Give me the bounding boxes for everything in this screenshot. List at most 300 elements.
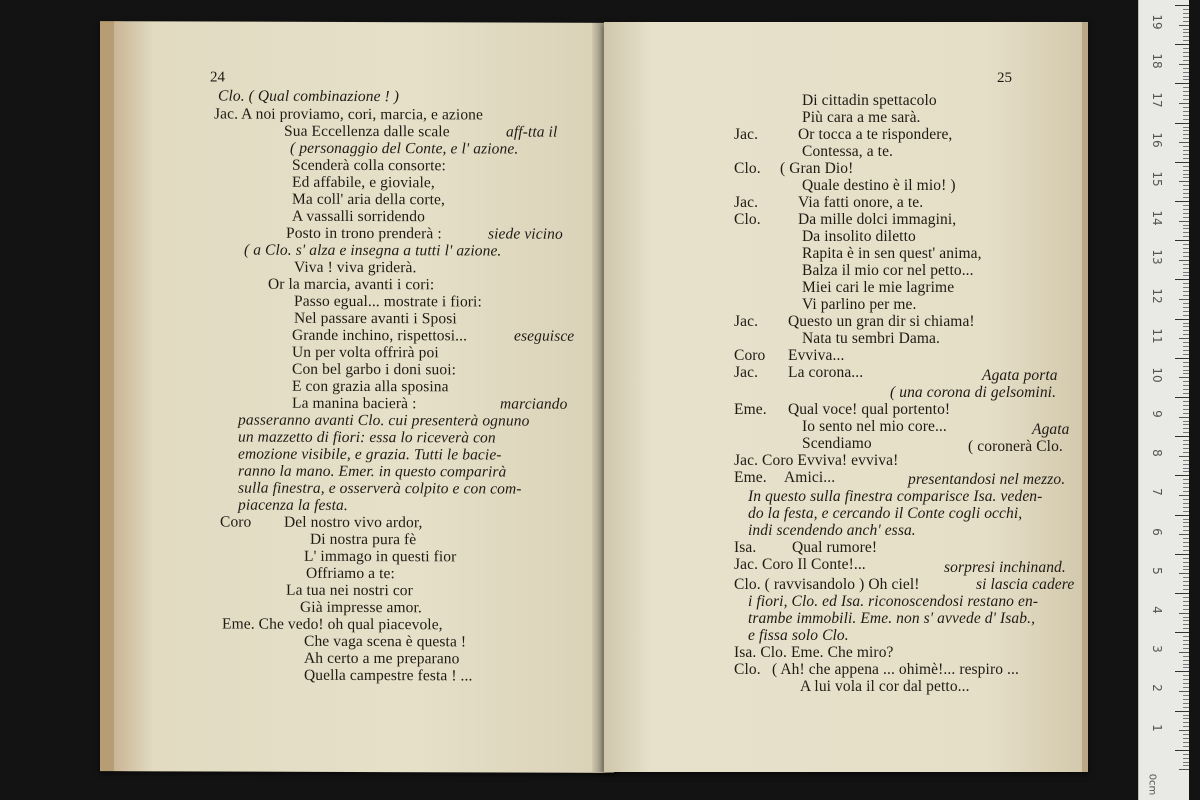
ruler-tick xyxy=(1183,715,1189,716)
ruler-label: 3 xyxy=(1150,645,1164,653)
ruler-tick xyxy=(1183,526,1189,527)
ruler-tick xyxy=(1183,754,1189,755)
text-line: Agata porta xyxy=(982,367,1058,384)
ruler-tick xyxy=(1183,111,1189,112)
text-line: un mazzetto di fiori: essa lo riceverà con xyxy=(238,428,496,447)
ruler-tick xyxy=(1183,401,1189,402)
ruler-tick xyxy=(1183,315,1189,316)
text-line: Eme. xyxy=(734,401,767,418)
text-line: aff-tta il xyxy=(506,123,558,141)
text-line: Isa. Clo. Eme. Che miro? xyxy=(734,644,894,661)
ruler-label: 15 xyxy=(1150,171,1164,187)
ruler-tick xyxy=(1183,566,1189,567)
ruler-tick xyxy=(1183,76,1189,77)
ruler-label: 13 xyxy=(1150,249,1164,265)
ruler-tick xyxy=(1183,605,1189,606)
ruler-tick xyxy=(1183,542,1189,543)
ruler-tick xyxy=(1183,283,1189,284)
ruler-tick xyxy=(1183,21,1189,22)
ruler-tick xyxy=(1175,593,1189,594)
ruler-tick xyxy=(1183,722,1189,723)
text-line: presentandosi nel mezzo. xyxy=(908,471,1066,488)
ruler-tick xyxy=(1183,256,1189,257)
ruler-tick xyxy=(1183,107,1189,108)
text-line: Rapita è in sen quest' anima, xyxy=(802,245,982,262)
ruler-tick xyxy=(1183,350,1189,351)
ruler-tick xyxy=(1175,671,1189,672)
ruler-tick xyxy=(1183,589,1189,590)
text-line: trambe immobili. Eme. non s' avvede d' Isab., xyxy=(748,610,1036,627)
text-line: ( personaggio del Conte, e l' azione. xyxy=(290,139,519,158)
text-line: Viva ! viva griderà. xyxy=(294,258,417,277)
ruler-tick xyxy=(1183,17,1189,18)
ruler-tick xyxy=(1183,295,1189,296)
text-line: Quale destino è il mio! ) xyxy=(802,177,956,194)
text-line: Agata xyxy=(1032,421,1070,438)
ruler-label: 8 xyxy=(1150,449,1164,457)
text-line: Da mille dolci immagini, xyxy=(798,211,957,228)
text-line: Io sento nel mio core... xyxy=(802,418,947,435)
ruler-tick xyxy=(1183,483,1189,484)
ruler-tick xyxy=(1175,162,1189,163)
ruler-tick xyxy=(1183,762,1189,763)
ruler-tick xyxy=(1183,707,1189,708)
ruler-tick xyxy=(1183,115,1189,116)
ruler-tick xyxy=(1179,691,1189,692)
text-line: Clo. xyxy=(734,661,761,678)
text-line: Grande inchino, rispettosi... xyxy=(292,326,468,345)
ruler-tick xyxy=(1179,142,1189,143)
ruler-tick xyxy=(1175,5,1189,6)
ruler-tick xyxy=(1183,373,1189,374)
ruler-tick xyxy=(1183,550,1189,551)
text-line: Questo un gran dir si chiama! xyxy=(788,313,975,330)
text-line: passeranno avanti Clo. cui presenterà ognuno xyxy=(238,411,530,430)
ruler-tick xyxy=(1183,562,1189,563)
ruler-tick xyxy=(1183,405,1189,406)
ruler-tick xyxy=(1183,487,1189,488)
ruler-tick xyxy=(1183,209,1189,210)
ruler-tick xyxy=(1183,585,1189,586)
ruler-tick xyxy=(1175,554,1189,555)
ruler-tick xyxy=(1183,174,1189,175)
text-line: ( a Clo. s' alza e insegna a tutti l' azione. xyxy=(244,241,502,260)
ruler-tick xyxy=(1183,130,1189,131)
ruler-tick xyxy=(1183,464,1189,465)
ruler-tick xyxy=(1183,597,1189,598)
text-line: Or la marcia, avanti i cori: xyxy=(268,275,435,294)
ruler-label: 9 xyxy=(1150,410,1164,418)
ruler-label: 5 xyxy=(1150,566,1164,575)
ruler-tick xyxy=(1183,40,1189,41)
ruler-tick xyxy=(1183,409,1189,410)
ruler-tick xyxy=(1183,577,1189,578)
text-line: ( coronerà Clo. xyxy=(968,438,1063,455)
ruler-tick xyxy=(1175,750,1189,751)
ruler-tick xyxy=(1183,248,1189,249)
text-line: Via fatti onore, a te. xyxy=(798,194,924,211)
text-line: Jac. Coro Evviva! evviva! xyxy=(734,452,899,469)
ruler-tick xyxy=(1183,29,1189,30)
ruler-tick xyxy=(1183,393,1189,394)
ruler-tick xyxy=(1183,460,1189,461)
ruler-tick xyxy=(1183,119,1189,120)
ruler-tick xyxy=(1183,471,1189,472)
ruler-tick xyxy=(1183,601,1189,602)
ruler-tick xyxy=(1183,546,1189,547)
ruler-tick xyxy=(1183,679,1189,680)
ruler-tick xyxy=(1183,695,1189,696)
ruler-tick xyxy=(1183,154,1189,155)
ruler-tick xyxy=(1183,60,1189,61)
ruler-label: 10 xyxy=(1150,367,1164,383)
text-line: La tua nei nostri cor xyxy=(286,581,413,600)
text-line: Del nostro vivo ardor, xyxy=(284,513,423,532)
ruler-tick xyxy=(1183,718,1189,719)
ruler-label: 12 xyxy=(1150,288,1164,305)
text-line: Jac. xyxy=(734,364,759,381)
ruler-tick xyxy=(1175,358,1189,359)
measuring-ruler xyxy=(1138,0,1189,800)
text-line: siede vicino xyxy=(488,225,563,243)
ruler-tick xyxy=(1175,475,1189,476)
ruler-tick xyxy=(1183,205,1189,206)
text-line: si lascia cadere xyxy=(976,576,1075,593)
ruler-tick xyxy=(1175,240,1189,241)
ruler-tick xyxy=(1183,620,1189,621)
ruler-tick xyxy=(1183,746,1189,747)
ruler-tick xyxy=(1179,260,1189,261)
text-line: Amici... xyxy=(784,469,836,486)
ruler-tick xyxy=(1179,377,1189,378)
ruler-tick xyxy=(1183,170,1189,171)
ruler-tick xyxy=(1183,307,1189,308)
ruler-tick xyxy=(1183,138,1189,139)
ruler-tick xyxy=(1183,381,1189,382)
ruler-tick xyxy=(1179,417,1189,418)
ruler-tick xyxy=(1183,468,1189,469)
ruler-tick xyxy=(1179,221,1189,222)
text-line: La corona... xyxy=(788,364,864,381)
ruler-label: 17 xyxy=(1150,92,1164,109)
ruler-tick xyxy=(1183,287,1189,288)
ruler-unit-label: 0cm xyxy=(1146,773,1158,796)
ruler-tick xyxy=(1183,189,1189,190)
ruler-tick xyxy=(1183,177,1189,178)
text-line: Che vaga scena è questa ! xyxy=(304,632,467,651)
ruler-tick xyxy=(1179,25,1189,26)
ruler-tick xyxy=(1183,432,1189,433)
ruler-tick xyxy=(1183,244,1189,245)
text-line: Clo. ( Qual combinazione ! ) xyxy=(218,87,400,106)
text-line: Di cittadin spettacolo xyxy=(802,92,937,109)
ruler-label: 6 xyxy=(1150,527,1164,536)
ruler-tick xyxy=(1175,44,1189,45)
ruler-tick xyxy=(1183,503,1189,504)
ruler-tick xyxy=(1179,338,1189,339)
ruler-tick xyxy=(1179,652,1189,653)
ruler-tick xyxy=(1183,264,1189,265)
ruler-tick xyxy=(1183,275,1189,276)
ruler-tick xyxy=(1183,664,1189,665)
ruler-tick xyxy=(1183,569,1189,570)
ruler-tick xyxy=(1183,499,1189,500)
text-line: Più cara a me sarà. xyxy=(802,109,921,126)
ruler-tick xyxy=(1183,667,1189,668)
text-line: e fissa solo Clo. xyxy=(748,627,849,644)
text-line: Balza il mio cor nel petto... xyxy=(802,262,974,279)
text-line: Eme. Che vedo! oh qual piacevole, xyxy=(222,615,443,634)
text-line: E con grazia alla sposina xyxy=(292,377,449,396)
ruler-tick xyxy=(1175,515,1189,516)
ruler-label: 2 xyxy=(1150,684,1164,693)
ruler-tick xyxy=(1183,421,1189,422)
ruler-tick xyxy=(1183,232,1189,233)
ruler-tick xyxy=(1183,742,1189,743)
ruler-tick xyxy=(1183,193,1189,194)
text-line: Quella campestre festa ! ... xyxy=(304,666,473,685)
ruler-tick xyxy=(1183,72,1189,73)
ruler-tick xyxy=(1179,769,1189,770)
text-line: Ed affabile, e gioviale, xyxy=(292,173,435,192)
ruler-tick xyxy=(1183,444,1189,445)
text-line: A lui vola il cor dal petto... xyxy=(800,678,970,695)
ruler-tick xyxy=(1183,127,1189,128)
text-line: Clo. xyxy=(734,211,761,228)
ruler-tick xyxy=(1183,79,1189,80)
ruler-label: 1 xyxy=(1150,723,1164,732)
ruler-tick xyxy=(1183,52,1189,53)
ruler-tick xyxy=(1183,56,1189,57)
text-line: ranno la mano. Emer. in questo comparirà xyxy=(238,462,507,481)
text-line: Clo. xyxy=(734,160,761,177)
text-line: ( Ah! che appena ... ohimè!... respiro ... xyxy=(772,661,1019,678)
text-line: Nel passare avanti i Sposi xyxy=(294,309,457,328)
text-line: Da insolito diletto xyxy=(802,228,916,245)
ruler-tick xyxy=(1179,730,1189,731)
text-line: Isa. xyxy=(734,539,757,556)
ruler-tick xyxy=(1183,326,1189,327)
ruler-tick xyxy=(1183,272,1189,273)
ruler-tick xyxy=(1183,158,1189,159)
text-line: Jac. xyxy=(734,313,759,330)
ruler-tick xyxy=(1175,319,1189,320)
text-line: Coro xyxy=(734,347,766,364)
ruler-tick xyxy=(1183,346,1189,347)
ruler-tick xyxy=(1183,362,1189,363)
text-line: i fiori, Clo. ed Isa. riconoscendosi restano en- xyxy=(748,593,1039,610)
text-line: Già impresse amor. xyxy=(300,598,422,617)
ruler-tick xyxy=(1183,491,1189,492)
ruler-tick xyxy=(1183,185,1189,186)
ruler-tick xyxy=(1183,452,1189,453)
ruler-tick xyxy=(1183,252,1189,253)
ruler-label: 7 xyxy=(1150,488,1164,497)
text-line: Or tocca a te rispondere, xyxy=(798,126,953,143)
ruler-tick xyxy=(1183,311,1189,312)
text-line: ( Gran Dio! xyxy=(780,160,854,177)
ruler-tick xyxy=(1175,279,1189,280)
text-line: Jac. xyxy=(734,194,759,211)
open-book xyxy=(92,22,1098,778)
text-line: Posto in trono prenderà : xyxy=(286,224,442,243)
text-line: sorpresi inchinand. xyxy=(944,559,1066,576)
ruler-tick xyxy=(1183,330,1189,331)
ruler-tick xyxy=(1183,675,1189,676)
ruler-tick xyxy=(1183,48,1189,49)
ruler-tick xyxy=(1183,13,1189,14)
text-line: Vi parlino per me. xyxy=(802,296,917,313)
text-line: marciando xyxy=(500,395,568,413)
text-line: L' immago in questi fior xyxy=(304,547,457,566)
text-line: Evviva... xyxy=(788,347,845,364)
ruler-tick xyxy=(1183,448,1189,449)
ruler-tick xyxy=(1179,181,1189,182)
ruler-tick xyxy=(1179,299,1189,300)
ruler-tick xyxy=(1183,522,1189,523)
ruler-tick xyxy=(1183,9,1189,10)
ruler-tick xyxy=(1183,738,1189,739)
ruler-label: 4 xyxy=(1150,606,1164,614)
ruler-tick xyxy=(1183,291,1189,292)
text-line: Contessa, a te. xyxy=(802,143,894,160)
ruler-tick xyxy=(1183,636,1189,637)
ruler-tick xyxy=(1183,334,1189,335)
page-number-right: 25 xyxy=(997,70,1012,86)
ruler-tick xyxy=(1183,225,1189,226)
text-line: Scendiamo xyxy=(802,435,872,452)
ruler-label: 16 xyxy=(1150,131,1164,148)
ruler-tick xyxy=(1183,424,1189,425)
ruler-tick xyxy=(1183,699,1189,700)
ruler-tick xyxy=(1183,511,1189,512)
ruler-tick xyxy=(1179,495,1189,496)
ruler-tick xyxy=(1175,711,1189,712)
ruler-tick xyxy=(1175,83,1189,84)
ruler-tick xyxy=(1183,519,1189,520)
text-line: eseguisce xyxy=(514,327,575,345)
ruler-tick xyxy=(1183,413,1189,414)
text-line: sulla finestra, e osserverà colpito e con com- xyxy=(238,479,522,498)
ruler-tick xyxy=(1175,397,1189,398)
ruler-tick xyxy=(1183,134,1189,135)
text-line: La manina bacierà : xyxy=(292,394,417,413)
ruler-tick xyxy=(1183,656,1189,657)
ruler-tick xyxy=(1179,456,1189,457)
ruler-label: 19 xyxy=(1150,14,1164,30)
ruler-tick xyxy=(1183,428,1189,429)
ruler-tick xyxy=(1183,687,1189,688)
ruler-tick xyxy=(1183,640,1189,641)
ruler-tick xyxy=(1183,217,1189,218)
ruler-tick xyxy=(1183,538,1189,539)
text-line: Jac. Coro Il Conte!... xyxy=(734,556,866,573)
ruler-tick xyxy=(1175,632,1189,633)
ruler-tick xyxy=(1183,354,1189,355)
ruler-tick xyxy=(1183,303,1189,304)
ruler-label: 18 xyxy=(1150,53,1164,69)
ruler-tick xyxy=(1183,228,1189,229)
ruler-tick xyxy=(1183,683,1189,684)
ruler-tick xyxy=(1183,617,1189,618)
text-line: In questo sulla finestra comparisce Isa. veden- xyxy=(748,488,1043,505)
left-page xyxy=(100,21,614,773)
ruler-tick xyxy=(1183,389,1189,390)
ruler-tick xyxy=(1183,765,1189,766)
text-line: Qual voce! qual portento! xyxy=(788,401,951,418)
ruler-tick xyxy=(1183,758,1189,759)
ruler-tick xyxy=(1183,479,1189,480)
text-line: Scenderà colla consorte: xyxy=(292,156,446,175)
ruler-tick xyxy=(1183,734,1189,735)
ruler-tick xyxy=(1183,370,1189,371)
text-line: Miei cari le mie lagrime xyxy=(802,279,955,296)
ruler-tick xyxy=(1183,648,1189,649)
ruler-tick xyxy=(1183,87,1189,88)
ruler-tick xyxy=(1175,123,1189,124)
ruler-tick xyxy=(1183,628,1189,629)
text-line: Passo egual... mostrate i fiori: xyxy=(294,292,482,311)
ruler-label: 11 xyxy=(1150,327,1164,344)
text-line: Qual rumore! xyxy=(792,539,878,556)
ruler-tick xyxy=(1179,534,1189,535)
ruler-tick xyxy=(1179,64,1189,65)
ruler-tick xyxy=(1179,103,1189,104)
ruler-tick xyxy=(1183,146,1189,147)
ruler-tick xyxy=(1183,624,1189,625)
ruler-tick xyxy=(1175,201,1189,202)
ruler-tick xyxy=(1183,530,1189,531)
ruler-tick xyxy=(1183,166,1189,167)
ruler-tick xyxy=(1183,726,1189,727)
text-line: A vassalli sorridendo xyxy=(292,207,425,226)
ruler-tick xyxy=(1183,32,1189,33)
text-line: Jac. xyxy=(734,126,759,143)
ruler-tick xyxy=(1183,150,1189,151)
text-line: indi scendendo anch' essa. xyxy=(748,522,916,539)
text-line: piacenza la festa. xyxy=(238,496,348,514)
ruler-tick xyxy=(1183,366,1189,367)
ruler-tick xyxy=(1183,323,1189,324)
ruler-tick xyxy=(1183,703,1189,704)
text-line: Sua Eccellenza dalle scale xyxy=(284,122,450,141)
ruler-tick xyxy=(1183,385,1189,386)
ruler-tick xyxy=(1183,197,1189,198)
ruler-tick xyxy=(1183,609,1189,610)
right-page xyxy=(604,22,1088,772)
text-line: Clo. ( ravvisandolo ) Oh ciel! xyxy=(734,576,920,593)
text-line: emozione visibile, e grazia. Tutti le bacie- xyxy=(238,445,502,464)
text-line: Con bel garbo i doni suoi: xyxy=(292,360,457,379)
ruler-tick xyxy=(1183,440,1189,441)
text-line: Di nostra pura fè xyxy=(310,530,417,549)
ruler-tick xyxy=(1183,99,1189,100)
ruler-tick xyxy=(1175,436,1189,437)
text-line: Ah certo a me preparano xyxy=(304,649,460,668)
page-number-left: 24 xyxy=(210,69,225,86)
ruler-tick xyxy=(1183,95,1189,96)
ruler-tick xyxy=(1183,268,1189,269)
ruler-tick xyxy=(1183,68,1189,69)
text-line: Eme. xyxy=(734,469,767,486)
text-line: Coro xyxy=(220,513,252,531)
ruler-tick xyxy=(1183,581,1189,582)
text-line: Offriamo a te: xyxy=(306,564,395,583)
text-line: ( una corona di gelsomini. xyxy=(890,384,1057,401)
ruler-tick xyxy=(1183,660,1189,661)
ruler-tick xyxy=(1179,613,1189,614)
ruler-label: 14 xyxy=(1150,210,1164,226)
